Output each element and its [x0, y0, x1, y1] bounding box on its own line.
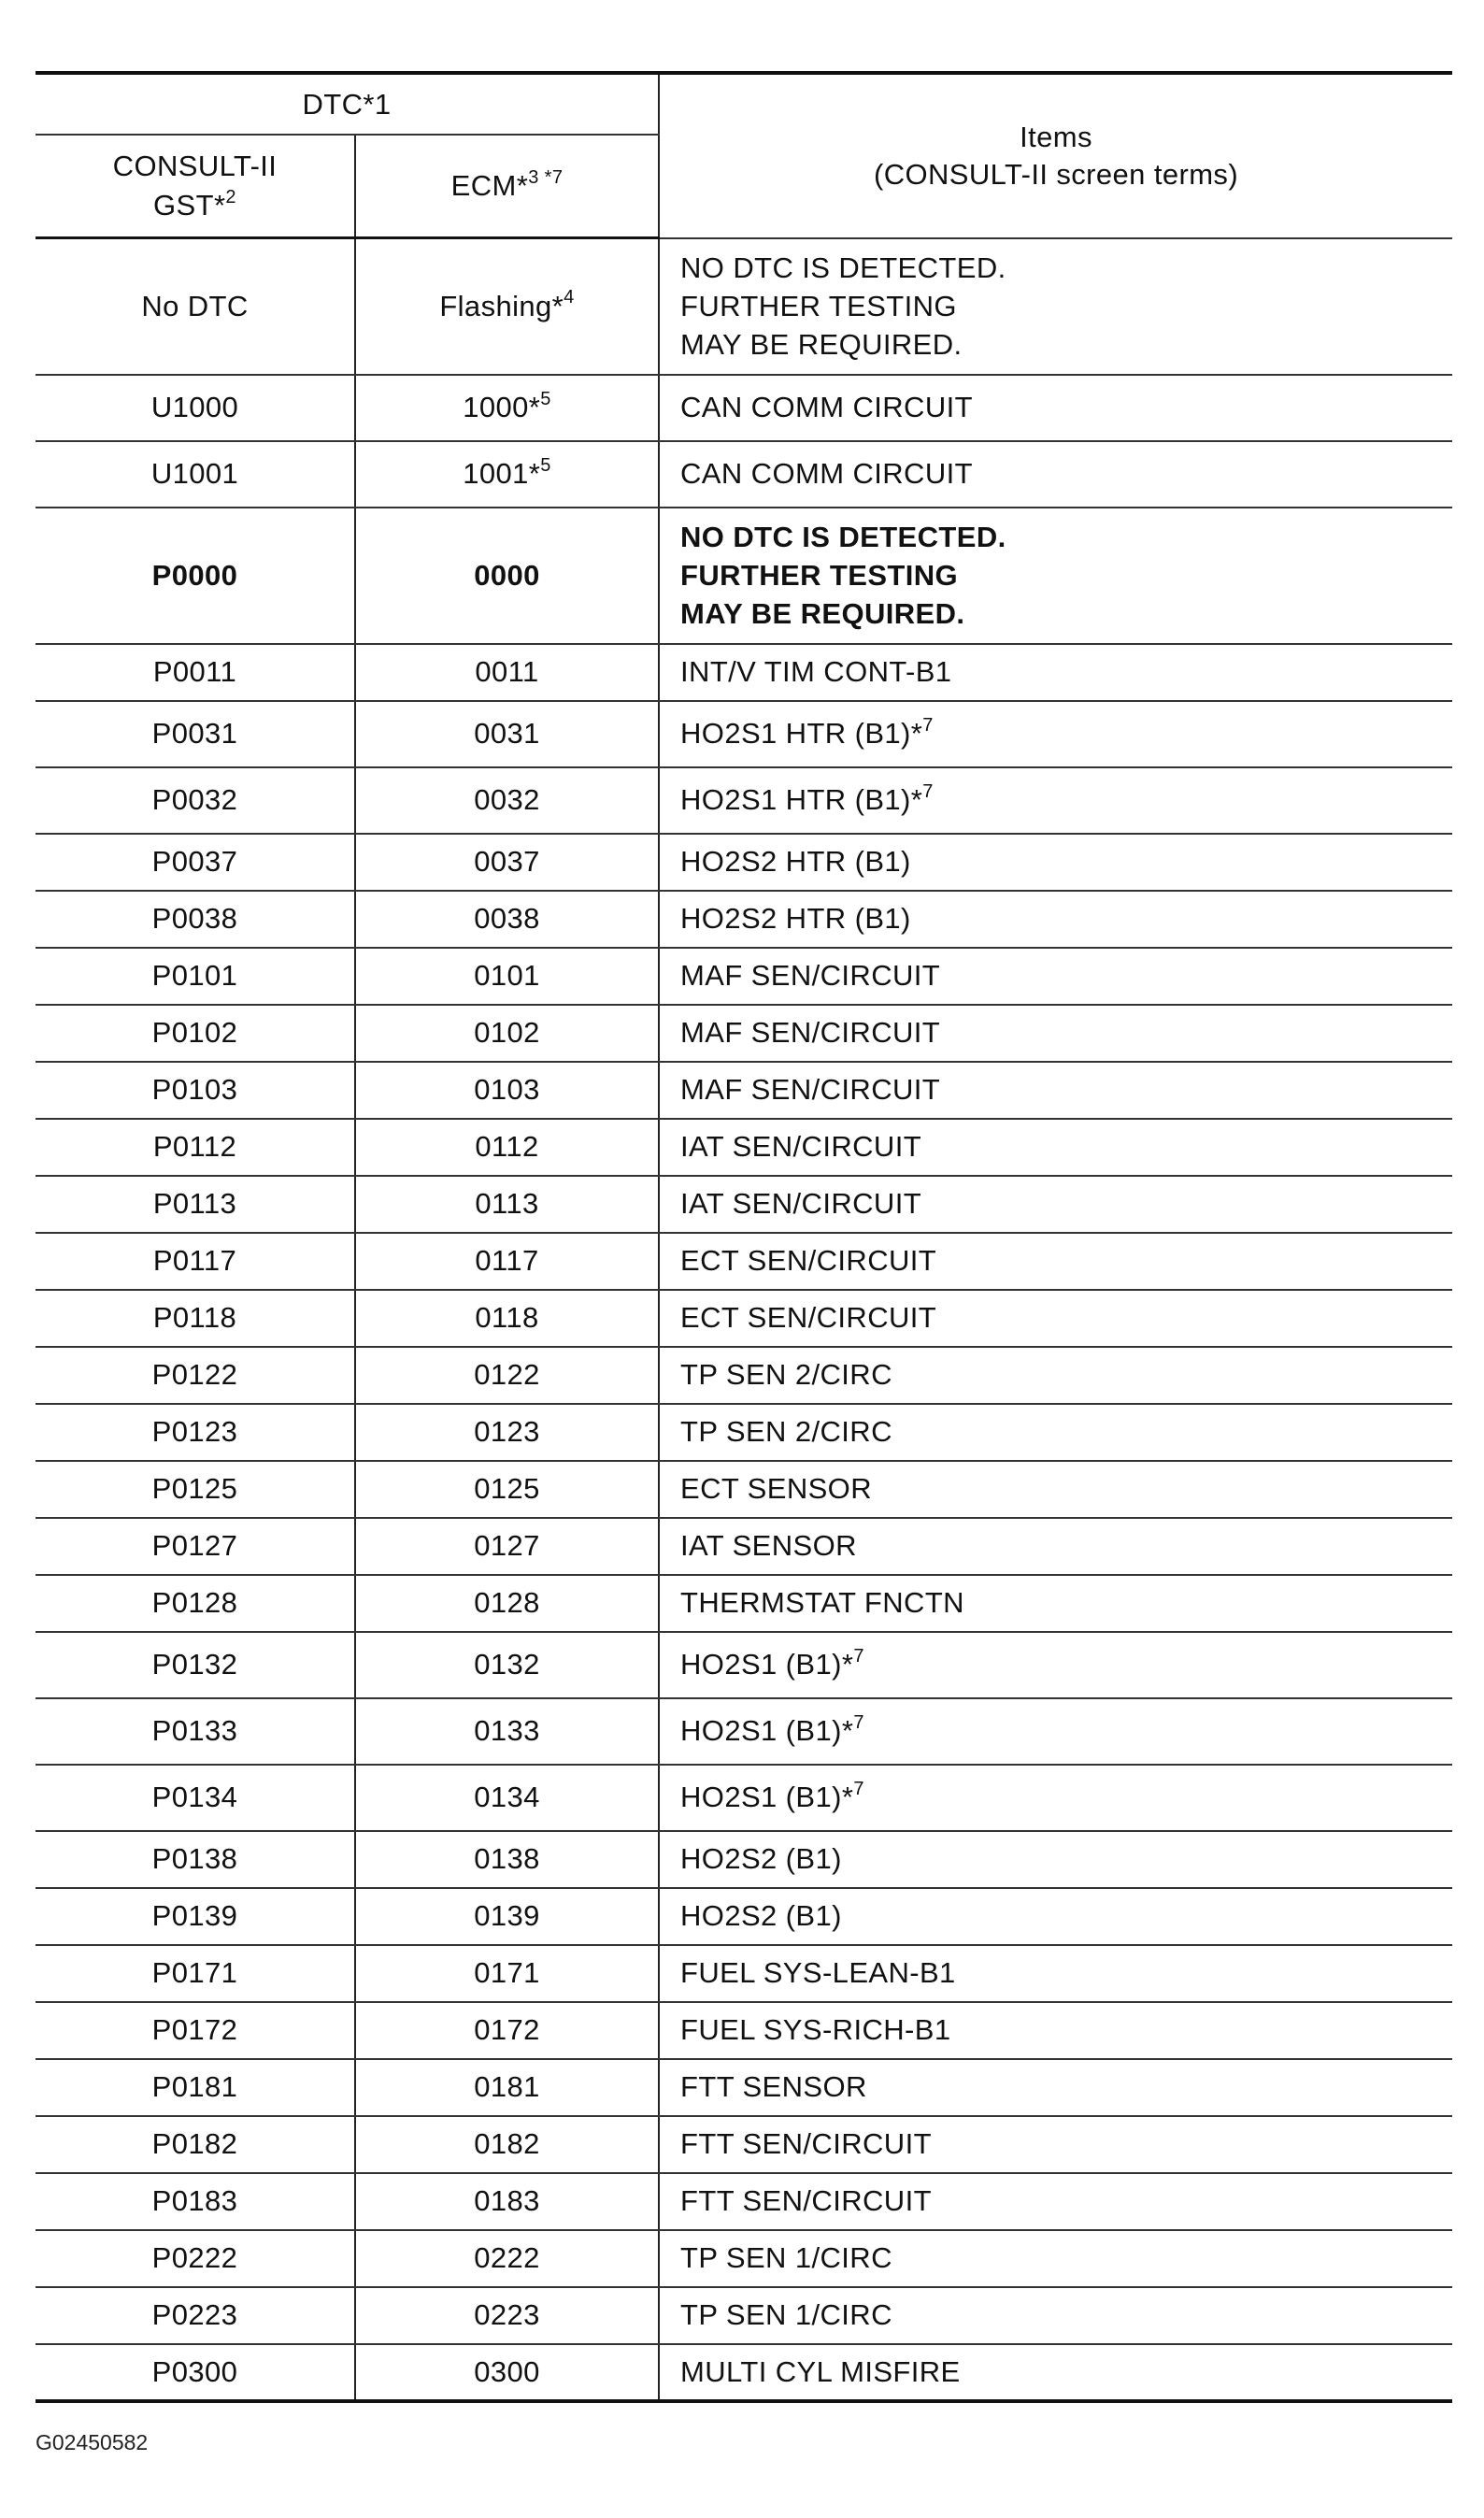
item-description: HO2S1 (B1)* — [680, 1714, 854, 1747]
item-description-cell — [659, 834, 1452, 891]
ecm-code-cell — [355, 1290, 659, 1347]
item-description-cell — [659, 1632, 1452, 1698]
item-description-cell — [659, 2344, 1452, 2401]
item-description: CAN COMM CIRCUIT — [680, 457, 973, 490]
ecm-code: 0127 — [474, 1529, 540, 1562]
ecm-code-cell — [355, 1005, 659, 1062]
consult-gst-code: P0117 — [36, 1233, 355, 1290]
item-description: TP SEN 1/CIRC — [680, 2298, 892, 2331]
items-header-subtitle: (CONSULT-II screen terms) — [873, 157, 1239, 191]
ecm-code-sup: 5 — [540, 388, 551, 409]
item-description-cell — [659, 2173, 1452, 2230]
item-description-line — [680, 1187, 1452, 1221]
item-description-cell — [659, 1005, 1452, 1062]
item-description: TP SEN 2/CIRC — [680, 1415, 892, 1448]
table-row — [36, 2059, 1452, 2116]
ecm-code: 0128 — [474, 1586, 540, 1619]
item-description-line — [680, 1956, 1452, 1990]
item-description-cell — [659, 1461, 1452, 1518]
item-description: INT/V TIM CONT-B1 — [680, 655, 952, 688]
item-description-cell — [659, 1233, 1452, 1290]
item-description-line — [680, 845, 1452, 879]
item-description-cell — [659, 1062, 1452, 1119]
item-description-line — [680, 2355, 1452, 2389]
ecm-code: 0181 — [474, 2070, 540, 2103]
table-row — [36, 701, 1452, 767]
item-description-line — [680, 594, 1452, 633]
item-description: IAT SENSOR — [680, 1529, 857, 1562]
table-row — [36, 1575, 1452, 1632]
table-row — [36, 1518, 1452, 1575]
item-description-line — [680, 1529, 1452, 1563]
item-description-cell — [659, 644, 1452, 701]
consult-gst-code: P0181 — [36, 2059, 355, 2116]
ecm-code-cell — [355, 2287, 659, 2344]
table-row — [36, 644, 1452, 701]
ecm-code: Flashing* — [439, 289, 564, 322]
item-description-cell — [659, 1176, 1452, 1233]
item-description-cell — [659, 2059, 1452, 2116]
item-description-cell — [659, 1575, 1452, 1632]
item-description-line — [680, 959, 1452, 993]
item-description: THERMSTAT FNCTN — [680, 1586, 964, 1619]
ecm-code: 0172 — [474, 2013, 540, 2046]
item-description-cell — [659, 1888, 1452, 1945]
ecm-code-cell — [355, 1347, 659, 1404]
table-row — [36, 2002, 1452, 2059]
table-row — [36, 1176, 1452, 1233]
item-description-line — [680, 1016, 1452, 1050]
gst-header-sup: 2 — [225, 186, 236, 207]
consult-gst-code: P0223 — [36, 2287, 355, 2344]
consult-gst-code: P0182 — [36, 2116, 355, 2173]
ecm-code-cell — [355, 1233, 659, 1290]
item-description-cell — [659, 1518, 1452, 1575]
item-description-cell — [659, 508, 1452, 644]
item-description-cell — [659, 2002, 1452, 2059]
item-description-line — [680, 2298, 1452, 2332]
item-description-cell — [659, 1945, 1452, 2002]
item-description: MAF SEN/CIRCUIT — [680, 1073, 941, 1106]
item-description: FTT SEN/CIRCUIT — [680, 2127, 932, 2160]
consult-gst-code: P0300 — [36, 2344, 355, 2401]
item-description: MULTI CYL MISFIRE — [680, 2354, 961, 2388]
item-description-cell — [659, 1119, 1452, 1176]
table-row — [36, 834, 1452, 891]
table-row — [36, 1945, 1452, 2002]
item-description-line — [680, 1645, 1452, 1681]
consult-gst-code: P0171 — [36, 1945, 355, 2002]
item-description-cell — [659, 1765, 1452, 1831]
item-description-line — [680, 2013, 1452, 2047]
ecm-code-cell — [355, 238, 659, 375]
ecm-code: 0103 — [474, 1073, 540, 1106]
table-row — [36, 1290, 1452, 1347]
table-row — [36, 948, 1452, 1005]
ecm-code-cell — [355, 2059, 659, 2116]
item-description-line — [680, 1073, 1452, 1107]
ecm-code-cell — [355, 948, 659, 1005]
consult-header-line: CONSULT-II — [112, 150, 278, 182]
ecm-code: 0123 — [474, 1415, 540, 1448]
ecm-code-sup: 4 — [564, 287, 575, 308]
table-row — [36, 891, 1452, 948]
item-description-cell — [659, 1698, 1452, 1765]
item-description: MAF SEN/CIRCUIT — [680, 959, 941, 992]
ecm-code-cell — [355, 1176, 659, 1233]
ecm-code-cell — [355, 1945, 659, 2002]
items-header-title: Items — [1020, 120, 1092, 153]
ecm-code-cell — [355, 1765, 659, 1831]
consult-gst-code: P0138 — [36, 1831, 355, 1888]
ecm-code: 0113 — [475, 1187, 539, 1220]
ecm-code: 0032 — [474, 783, 540, 816]
item-description-line — [680, 1711, 1452, 1748]
item-description: ECT SEN/CIRCUIT — [680, 1301, 937, 1334]
item-description-line — [680, 1778, 1452, 1814]
item-description: FUEL SYS-RICH-B1 — [680, 2013, 951, 2046]
item-description-sup: 7 — [853, 1645, 864, 1667]
item-description-line — [680, 1358, 1452, 1392]
ecm-code-cell — [355, 2344, 659, 2401]
ecm-code: 0122 — [474, 1358, 540, 1391]
ecm-code-cell — [355, 1404, 659, 1461]
table-row — [36, 2344, 1452, 2401]
item-description-line — [680, 714, 1452, 751]
consult-gst-code: P0118 — [36, 1290, 355, 1347]
ecm-code: 0038 — [474, 902, 540, 935]
ecm-code: 0132 — [474, 1648, 540, 1681]
ecm-code-cell — [355, 891, 659, 948]
consult-gst-code: P0112 — [36, 1119, 355, 1176]
item-description-cell — [659, 767, 1452, 834]
table-row — [36, 1062, 1452, 1119]
item-description: FUEL SYS-LEAN-B1 — [680, 1956, 956, 1989]
item-description: FURTHER TESTING — [680, 559, 959, 592]
ecm-header-sup: 3 *7 — [528, 166, 564, 188]
item-description-line — [680, 2070, 1452, 2104]
item-description-cell — [659, 2287, 1452, 2344]
consult-gst-code: P0172 — [36, 2002, 355, 2059]
item-description-line — [680, 391, 1452, 424]
item-description: NO DTC IS DETECTED. — [680, 251, 1006, 284]
item-description-cell — [659, 891, 1452, 948]
item-description-line — [680, 287, 1452, 325]
ecm-code-cell — [355, 2173, 659, 2230]
item-description: TP SEN 2/CIRC — [680, 1358, 892, 1391]
item-description: NO DTC IS DETECTED. — [680, 521, 1006, 553]
table-row — [36, 2230, 1452, 2287]
consult-gst-code: P0031 — [36, 701, 355, 767]
item-description-sup: 7 — [853, 1778, 864, 1799]
dtc-table — [36, 71, 1452, 2403]
ecm-code-cell — [355, 2230, 659, 2287]
consult-gst-code: P0139 — [36, 1888, 355, 1945]
consult-gst-code: U1000 — [36, 375, 355, 441]
ecm-code: 1000* — [463, 391, 541, 423]
ecm-code: 0117 — [475, 1244, 539, 1277]
ecm-code-cell — [355, 1518, 659, 1575]
item-description-line — [680, 2241, 1452, 2275]
table-row — [36, 238, 1452, 375]
item-description: HO2S2 (B1) — [680, 1842, 842, 1875]
item-description-line — [680, 1899, 1452, 1933]
ecm-code: 0037 — [474, 845, 540, 878]
ecm-code: 0138 — [474, 1842, 540, 1875]
ecm-code: 1001* — [463, 457, 541, 490]
table-row — [36, 1404, 1452, 1461]
ecm-code: 0300 — [474, 2354, 540, 2388]
item-description-cell — [659, 375, 1452, 441]
consult-gst-code: U1001 — [36, 441, 355, 508]
ecm-code: 0183 — [474, 2184, 540, 2217]
ecm-code: 0182 — [474, 2127, 540, 2160]
consult-gst-code: P0132 — [36, 1632, 355, 1698]
consult-gst-code: P0123 — [36, 1404, 355, 1461]
item-description-sup: 7 — [853, 1711, 864, 1733]
ecm-code-cell — [355, 508, 659, 644]
item-description-line — [680, 556, 1452, 594]
item-description-cell — [659, 2116, 1452, 2173]
ecm-code: 0112 — [475, 1130, 539, 1163]
table-row — [36, 441, 1452, 508]
figure-id: G02450582 — [36, 2430, 149, 2454]
consult-gst-code: P0038 — [36, 891, 355, 948]
consult-gst-code: P0103 — [36, 1062, 355, 1119]
item-description-line — [680, 457, 1452, 491]
consult-gst-code: P0127 — [36, 1518, 355, 1575]
ecm-code: 0102 — [474, 1016, 540, 1049]
consult-gst-code: P0037 — [36, 834, 355, 891]
consult-gst-code: P0134 — [36, 1765, 355, 1831]
ecm-code: 0011 — [475, 655, 539, 688]
consult-gst-code: P0101 — [36, 948, 355, 1005]
table-row — [36, 1233, 1452, 1290]
item-description-line — [680, 1301, 1452, 1335]
ecm-code: 0222 — [474, 2241, 540, 2274]
ecm-code-cell — [355, 1698, 659, 1765]
ecm-code-cell — [355, 1119, 659, 1176]
ecm-code-sup: 5 — [540, 454, 551, 476]
consult-gst-code: No DTC — [36, 238, 355, 375]
item-description-cell — [659, 1404, 1452, 1461]
ecm-code-cell — [355, 834, 659, 891]
table-row — [36, 1632, 1452, 1698]
ecm-code: 0139 — [474, 1899, 540, 1932]
item-description: FTT SENSOR — [680, 2070, 867, 2103]
item-description: HO2S2 HTR (B1) — [680, 902, 911, 935]
item-description: HO2S2 (B1) — [680, 1899, 842, 1932]
ecm-code-cell — [355, 644, 659, 701]
item-description-line — [680, 2184, 1452, 2218]
ecm-code-cell — [355, 2116, 659, 2173]
item-description: HO2S1 HTR (B1)* — [680, 717, 923, 750]
item-description: HO2S1 (B1)* — [680, 1648, 854, 1681]
item-description: IAT SEN/CIRCUIT — [680, 1187, 922, 1220]
ecm-code: 0223 — [474, 2298, 540, 2331]
table-row — [36, 375, 1452, 441]
item-description-cell — [659, 1831, 1452, 1888]
table-row — [36, 1119, 1452, 1176]
item-description-line — [680, 518, 1452, 556]
table-row — [36, 1347, 1452, 1404]
table-row — [36, 2116, 1452, 2173]
item-description-cell — [659, 701, 1452, 767]
item-description-line — [680, 780, 1452, 817]
consult-gst-code: P0222 — [36, 2230, 355, 2287]
table-row — [36, 1831, 1452, 1888]
ecm-code: 0000 — [474, 558, 540, 592]
item-description-line — [680, 2127, 1452, 2161]
ecm-code-cell — [355, 1062, 659, 1119]
ecm-code: 0133 — [474, 1714, 540, 1747]
ecm-code: 0171 — [474, 1956, 540, 1989]
item-description-line — [680, 325, 1452, 364]
ecm-code: 0031 — [474, 717, 540, 750]
table-body — [36, 238, 1452, 2401]
item-description: FURTHER TESTING — [680, 290, 957, 322]
item-description-cell — [659, 1347, 1452, 1404]
item-description-line — [680, 249, 1452, 287]
item-description: HO2S1 HTR (B1)* — [680, 783, 923, 816]
item-description: MAY BE REQUIRED. — [680, 597, 965, 630]
table-row — [36, 508, 1452, 644]
table-row — [36, 767, 1452, 834]
item-description: IAT SEN/CIRCUIT — [680, 1130, 922, 1163]
item-description-sup: 7 — [922, 780, 934, 802]
ecm-code-cell — [355, 1575, 659, 1632]
item-description-cell — [659, 2230, 1452, 2287]
table-header — [36, 73, 1452, 238]
item-description-sup: 7 — [922, 714, 934, 736]
item-description: ECT SEN/CIRCUIT — [680, 1244, 937, 1277]
ecm-code: 0101 — [474, 959, 540, 992]
consult-gst-code: P0000 — [36, 508, 355, 644]
dtc-header: DTC*1 — [36, 73, 659, 135]
consult-gst-code: P0125 — [36, 1461, 355, 1518]
table-row — [36, 1888, 1452, 1945]
items-header — [659, 73, 1452, 238]
table-row — [36, 1005, 1452, 1062]
consult-gst-code: P0102 — [36, 1005, 355, 1062]
ecm-code-cell — [355, 1831, 659, 1888]
item-description: HO2S2 HTR (B1) — [680, 845, 911, 878]
item-description-line — [680, 902, 1452, 936]
consult-gst-code: P0122 — [36, 1347, 355, 1404]
table-row — [36, 1461, 1452, 1518]
consult-gst-code: P0133 — [36, 1698, 355, 1765]
consult-gst-code: P0011 — [36, 644, 355, 701]
ecm-code: 0134 — [474, 1781, 540, 1813]
gst-header-line: GST*$^2$ — [153, 186, 236, 222]
table-row — [36, 1698, 1452, 1765]
consult-gst-code: P0183 — [36, 2173, 355, 2230]
item-description: TP SEN 1/CIRC — [680, 2241, 892, 2274]
item-description: ECT SENSOR — [680, 1472, 872, 1505]
ecm-code: 0125 — [474, 1472, 540, 1505]
ecm-code-cell — [355, 2002, 659, 2059]
item-description: CAN COMM CIRCUIT — [680, 391, 973, 423]
item-description-cell — [659, 441, 1452, 508]
ecm-code-cell — [355, 441, 659, 508]
consult-gst-code: P0113 — [36, 1176, 355, 1233]
item-description-line — [680, 1244, 1452, 1278]
consult-gst-code: P0032 — [36, 767, 355, 834]
item-description-line — [680, 1586, 1452, 1620]
ecm-code: 0118 — [475, 1301, 539, 1334]
ecm-header: ECM*$^{3 *7}$ — [355, 135, 659, 238]
item-description: MAY BE REQUIRED. — [680, 328, 963, 361]
item-description: HO2S1 (B1)* — [680, 1781, 854, 1813]
table-row — [36, 1765, 1452, 1831]
item-description: MAF SEN/CIRCUIT — [680, 1016, 941, 1049]
ecm-code-cell — [355, 701, 659, 767]
table-row — [36, 2173, 1452, 2230]
item-description-line — [680, 1472, 1452, 1506]
ecm-code-cell — [355, 767, 659, 834]
consult-gst-header — [36, 135, 355, 238]
table-row — [36, 2287, 1452, 2344]
item-description-line — [680, 655, 1452, 689]
consult-gst-code: P0128 — [36, 1575, 355, 1632]
item-description-cell — [659, 1290, 1452, 1347]
item-description-line — [680, 1415, 1452, 1449]
ecm-code-cell — [355, 1888, 659, 1945]
item-description-cell — [659, 238, 1452, 375]
ecm-code-cell — [355, 1632, 659, 1698]
item-description-line — [680, 1842, 1452, 1876]
item-description: FTT SEN/CIRCUIT — [680, 2184, 932, 2217]
ecm-code-cell — [355, 375, 659, 441]
item-description-cell — [659, 948, 1452, 1005]
item-description-line — [680, 1130, 1452, 1164]
ecm-code-cell — [355, 1461, 659, 1518]
